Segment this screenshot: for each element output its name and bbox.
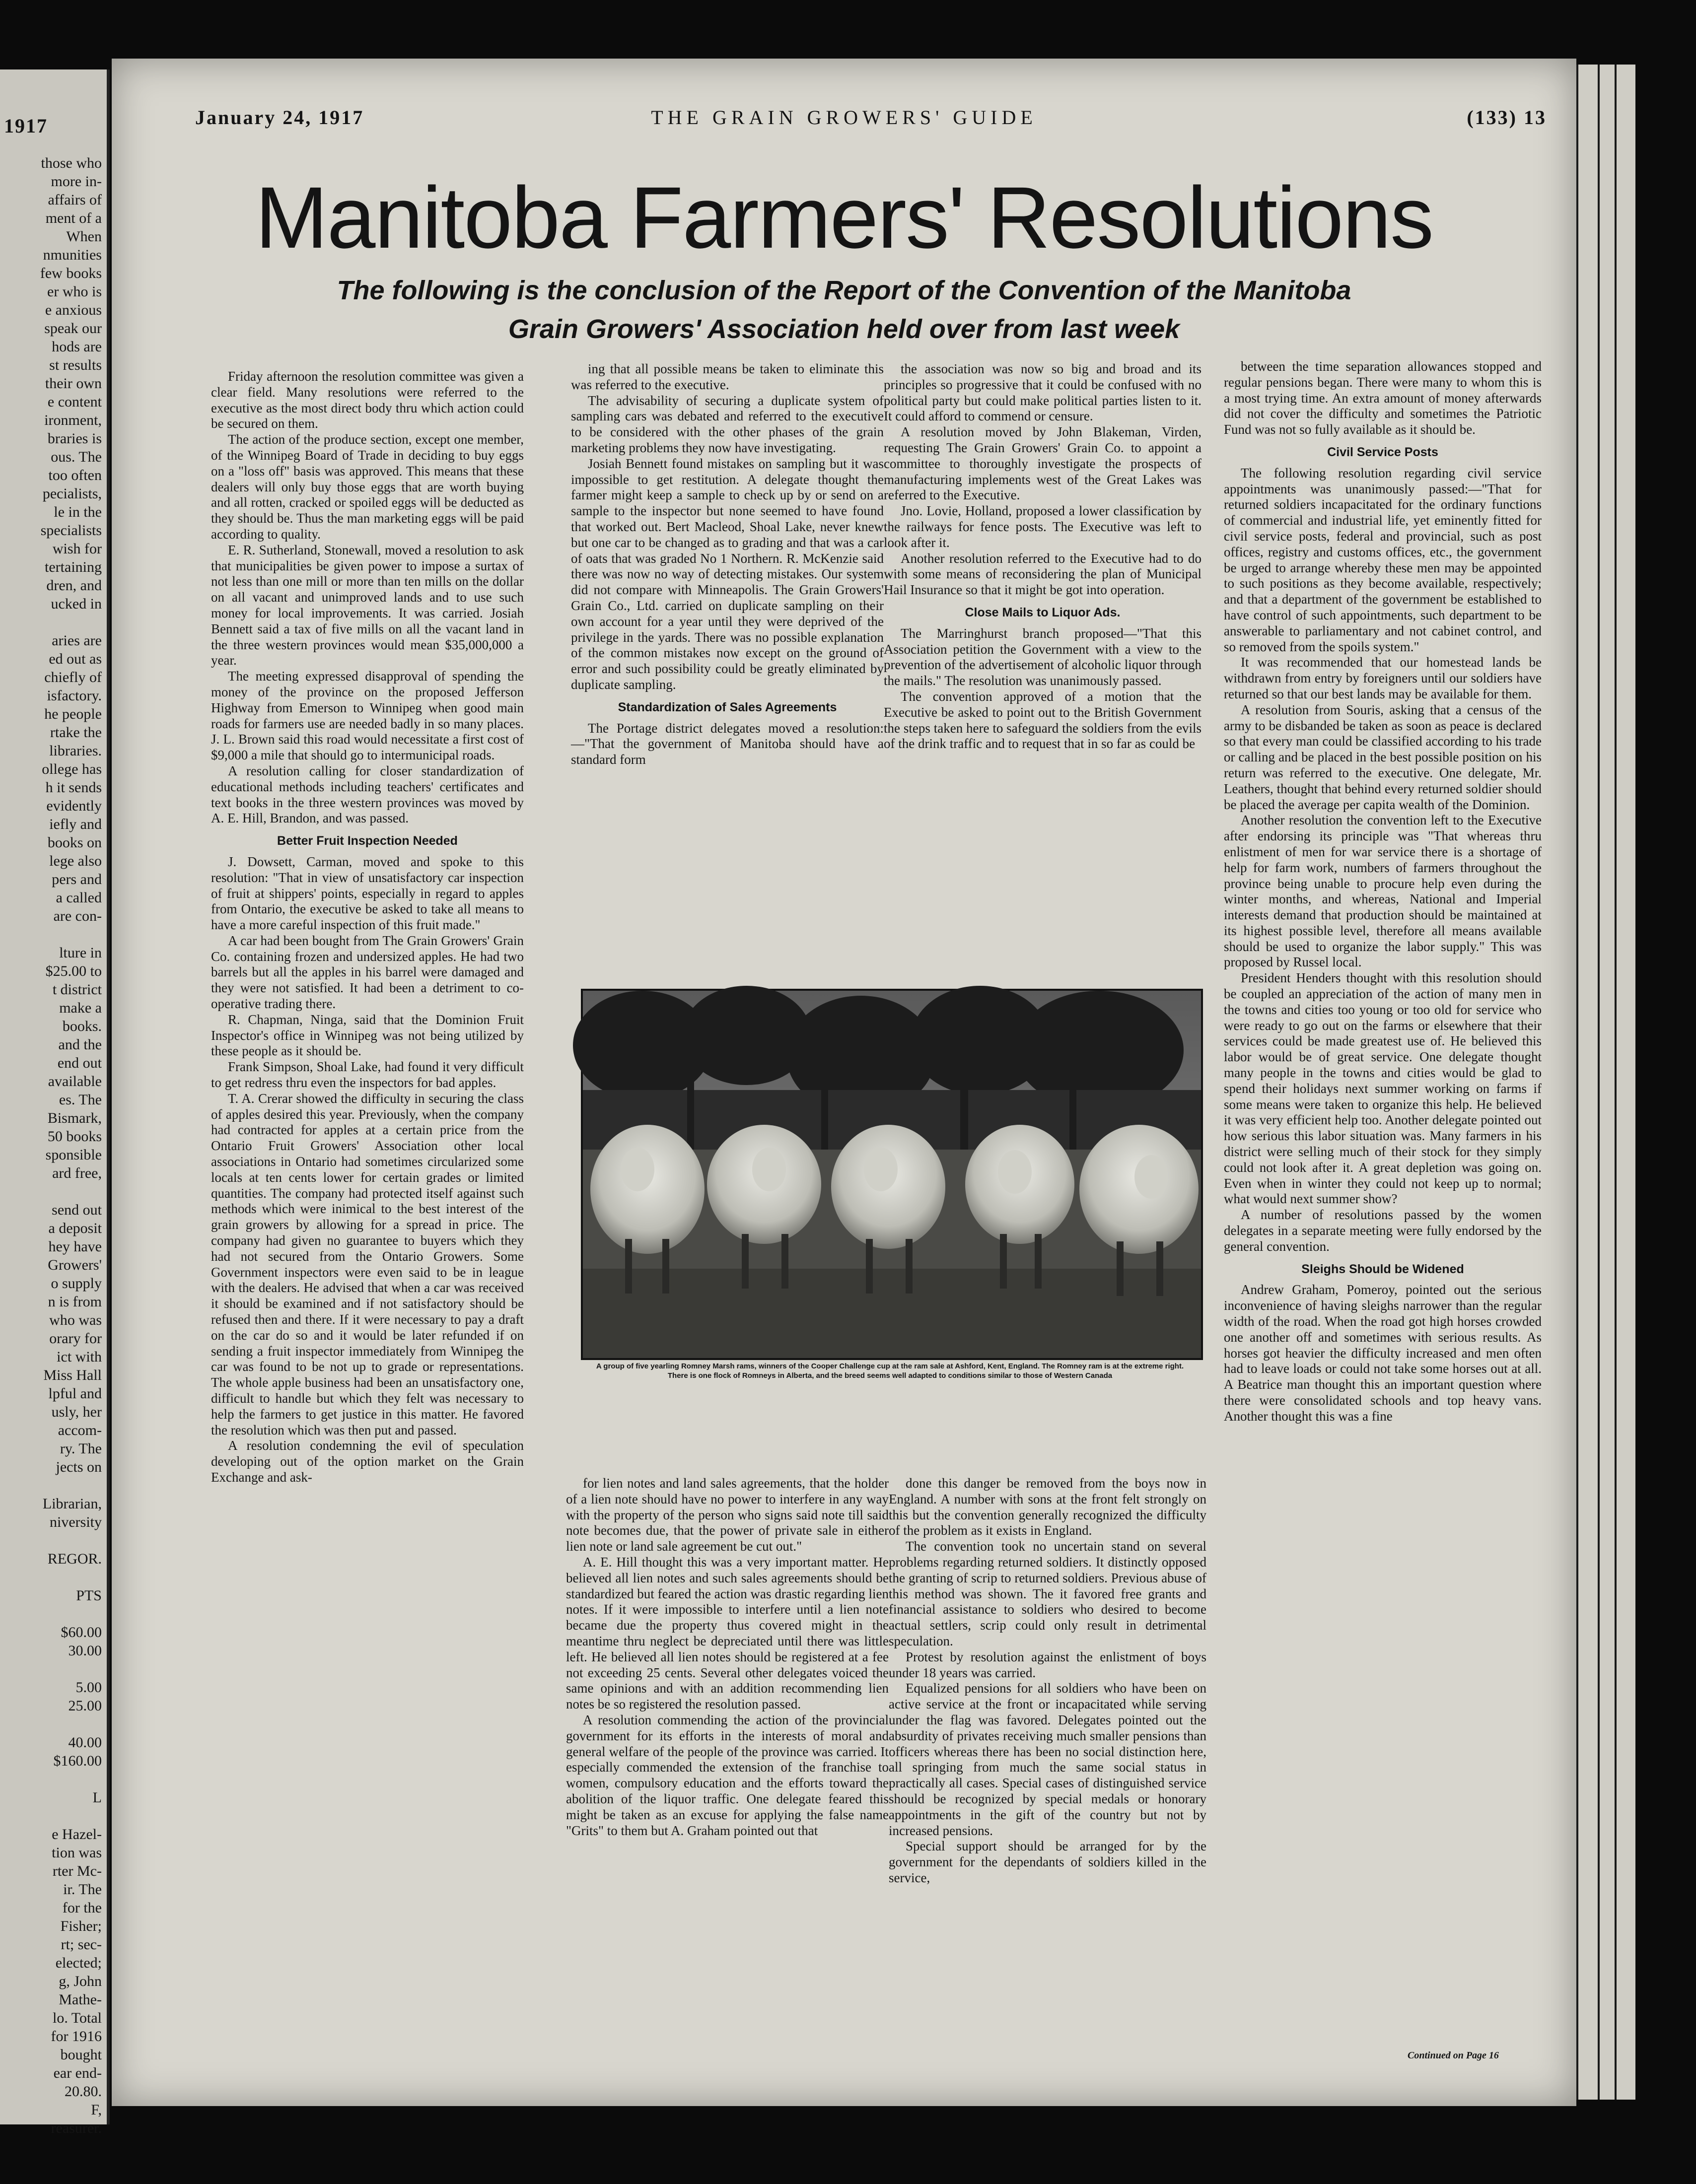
left-page-fragment-line: When [66, 228, 102, 245]
left-page-fragment-line: and the [58, 1036, 102, 1053]
left-page-fragment-line: are con- [53, 908, 102, 924]
paragraph: The convention approved of a motion that the Executive be asked to point out to the British Government the steps taken here to safeguard the soldiers from the evils of the drink traffic and to request that in so far as could be [884, 688, 1201, 751]
paragraph: J. Dowsett, Carman, moved and spoke to this resolution: "That in view of unsatisfactory car inspection of fruit at shippers' points, especially in regard to apples from Ontario, the executive be asked to take all means to have a more careful inspection of this fruit made." [211, 854, 524, 933]
heading-civil-service-posts: Civil Service Posts [1327, 445, 1438, 459]
sleighs-paragraphs [1224, 1282, 1542, 1424]
left-page-fragment-line: 25.00 [68, 1698, 102, 1714]
column-2-lower-paragraphs [566, 1476, 889, 1839]
paragraph: for lien notes and land sales agreements, that the holder of a lien note should have no power to interfere in any way with the property of the person who signs said note till said note becomes due, that the power of private sale in either lien note or land sale agreement be cut out." [566, 1476, 889, 1554]
paragraph: A resolution moved by John Blakeman, Virden, requesting The Grain Growers' Grain Co. to appoint a committee to thoroughly investigate the prospects of manufacturing implements west of the Great Lakes was referred to the Executive. [884, 424, 1201, 503]
left-page-fragment-line: ry. The [60, 1440, 102, 1457]
left-page-fragment-line: who was [49, 1312, 102, 1328]
left-page-fragment-line: niversity [50, 1514, 102, 1530]
left-page-fragment-line: es. The [59, 1092, 102, 1108]
left-page-fragment-line: dren, and [46, 577, 102, 594]
heading-standardization-sales: Standardization of Sales Agreements [618, 700, 837, 714]
left-page-fragment-line: ear end- [53, 2065, 102, 2081]
left-page-fragment-line: wish for [52, 541, 102, 557]
heading-sleighs-widened: Sleighs Should be Widened [1301, 1262, 1464, 1276]
left-page-fragment-line: affairs of [48, 192, 102, 208]
left-page-fragment-line: Librarian, [42, 1496, 102, 1512]
left-page-fragment-line: g, John [59, 1973, 102, 1989]
paragraph: Special support should be arranged for by the government for the dependants of soldiers killed in the service, [889, 1839, 1206, 1885]
left-page-fragment-line: ed out as [49, 651, 102, 667]
left-page-fragment-line: sponsible [45, 1147, 102, 1163]
left-page-fragment-line: Fisher; [60, 1918, 102, 1934]
paragraph: A resolution condemning the evil of speculation developing out of the option market on the Grain Exchange and ask- [211, 1438, 524, 1485]
left-page-fragment-line: t district [52, 981, 102, 998]
left-page-fragment-line: usly, her [51, 1404, 102, 1420]
paragraph: Equalized pensions for all soldiers who have been on active service at the front or incapacitated while serving under the flag was favored. Delegates pointed out the absurdity of privates receiving much smaller pensions than officers whereas there has been no social distinction here, all springing from much the same social status in practically all cases. Special cases of distinguished service should be recognized by special medals or honorary appointments in the gift of the country but not by increased pensions. [889, 1681, 1206, 1838]
paragraph: the association was now so big and broad and its principles so progressive that it could be confused with no political party but could make political parties listen to it. It could afford to commend or censure. [884, 361, 1201, 424]
paragraph: Andrew Graham, Pomeroy, pointed out the serious inconvenience of having sleighs narrower than the regular width of the road. When the road got high horses crowded one another off and sometimes with serious results. As horses got heavier the difficulty increased and men often had to leave loads or could not take some horses out at all. A Beatrice man thought this an important question where there were consolidated schools and top heavy vans. Another thought this was a fine [1224, 1282, 1542, 1424]
paragraph: between the time separation allowances stopped and regular pensions began. There were many to whom this is a most trying time. An extra amount of money afterwards did not cover the difficulty and sometimes the Patriotic Fund was not so fully available as it should be. [1224, 359, 1542, 437]
left-page-fragment-line: hey have [48, 1238, 102, 1255]
paragraph: T. A. Crerar showed the difficulty in securing the class of apples desired this year. Previously, when the company had contracted for apples at a certain price from the Ontario Fruit Growers' Association other local associations in Ontario had sometimes circularized some locals at ten cents lower for certain grades or limited quantities. The company had protected itself against such methods which were inimical to the best interest of the grain growers by allowing for a spread in price. The company had given no guarantee to buyers which they had not secured from the Ontario Growers. Some Government inspectors were even said to be in league with the dealers. He advised that when a car was received it should be examined and if not satisfactory should be refused then and there. If it were necessary to pay a draft on the car do so and it would be later refunded if on sending a fruit inspector immediately from Winnipeg the car was found to be not up to grade or representations. The whole apple business had been an unsatisfactory one, difficult to handle but which they felt was necessary to help the farmers to get justice in this matter. He favored the resolution which was then put and passed. [211, 1091, 524, 1437]
paragraph: A resolution from Souris, asking that a census of the army to be disbanded be taken as soon as peace is declared so that every man could be classified according to his trade or calling and be placed in the best possible position on his return was referred to the executive. One delegate, Mr. Leathers, thought that behind every returned soldier should be placed the average per capita wealth of the Dominion. [1224, 702, 1542, 812]
left-page-fragment-line: he people [44, 706, 102, 722]
paragraph: The advisability of securing a duplicate system of sampling cars was debated and referred to the executive to be considered with the other phases of the grain marketing problems they now have investigating. [571, 393, 884, 455]
column-2-paragraphs [571, 361, 884, 693]
left-page-fragment-line: 50 books [47, 1128, 102, 1145]
paragraph: The action of the produce section, except one member, of the Winnipeg Board of Trade in deciding to buy eggs on a "loss off" basis was approved. This means that these dealers will only buy those eggs that are worth buying and all rotten, cracked or spoiled eggs will be deducted as they should be. Thus the man marketing eggs will be paid according to quality. [211, 432, 524, 542]
left-page-fragment-line: too often [48, 467, 102, 483]
left-page-fragment-line: reasurer. [51, 2120, 102, 2136]
civil-service-paragraphs [1224, 466, 1542, 1255]
left-page-fragment-line: a called [56, 889, 102, 906]
subtitle-line-1: The following is the conclusion of the Report of the Convention of the Manitoba [337, 275, 1351, 305]
left-page-fragment-line: a deposit [48, 1220, 102, 1236]
left-page-fragment-line: rter Mc- [52, 1863, 102, 1879]
left-page-fragment-line: e anxious [45, 302, 102, 318]
left-page-fragment-line: o supply [51, 1275, 102, 1292]
left-page-fragment-line: orary for [49, 1330, 102, 1347]
left-page-fragment-line: available [48, 1073, 102, 1090]
left-page-fragment-line: nmunities [43, 247, 102, 263]
left-page-fragment-line: $160.00 [53, 1753, 102, 1769]
paragraph: Josiah Bennett found mistakes on sampling but it was impossible to get restitution. A delegate thought the farmer might keep a sample to check up by or send on a sample to the inspector but none seemed to have found that worked out. Bert Macleod, Shoal Lake, never knew but one car to be changed as to grading and that was a car of oats that was graded No 1 Northern. R. McKenzie said there was now no way of detecting mistakes. Our system did not compare with Minneapolis. The Grain Growers' Grain Co., Ltd. carried on duplicate sampling on their own account for a year until they were deprived of the privilege in the yards. There was no possible explanation of the common mistakes now except on the ground of error and such possibility could be greatly eliminated by duplicate sampling. [571, 456, 884, 692]
page-edge [1598, 65, 1615, 2100]
paragraph: Protest by resolution against the enlistment of boys under 18 years was carried. [889, 1649, 1206, 1680]
paragraph: Another resolution the convention left to the Executive after endorsing its principle was "That whereas thru enlistment of men for war service there is a shortage of help for farm work, numbers of farmers throughout the province being unable to procure help even during the winter months, and whereas, National and Imperial interests demand that production should be maintained at its highest possible level, therefore all means available should be used to organize the labor supply." This was proposed by Russel local. [1224, 813, 1542, 970]
left-page-fragment-line: 5.00 [75, 1679, 102, 1696]
left-page-fragment-line: Miss Hall [43, 1367, 102, 1383]
article-title: Manitoba Farmers' Resolutions [255, 169, 1433, 267]
column-1 [211, 369, 524, 2047]
left-page-fragment-line: REGOR. [47, 1551, 102, 1567]
left-page-fragment-line: h it sends [45, 779, 102, 796]
left-page-fragment-line: ir. The [63, 1881, 102, 1898]
left-page-fragment-line: Growers' [48, 1257, 102, 1273]
page-edge [1615, 65, 1635, 2100]
left-page-fragment-line: rt; sec- [61, 1936, 102, 1953]
page-edge [1576, 65, 1598, 2100]
paragraph: E. R. Sutherland, Stonewall, moved a resolution to ask that municipalities be given power to impose a surtax of not less than one mill or more than ten mills on the dollar on all vacant and unimproved lands and to use such money for local improvements. It was carried. Josiah Bennett said a tax of five mills on all the vacant land in the three western provinces would mean $35,000,000 a year. [211, 542, 524, 668]
left-page-fragment-line: 40.00 [68, 1734, 102, 1751]
left-page-fragment-line: rtake the [50, 724, 102, 741]
column-3-lower [889, 1476, 1206, 2056]
left-page-fragment-line: ucked in [51, 596, 102, 612]
paragraph: A resolution commending the action of the provincial government for its efforts in the interests of moral and general welfare of the people of the province was carried. It especially commended the extension of the franchise to women, compulsory education and the efforts toward the abolition of the liquor traffic. One delegate feared this might be taken as an excuse for applying the false name "Grits" to them but A. Graham pointed out that [566, 1712, 889, 1838]
heading-better-fruit-inspection: Better Fruit Inspection Needed [277, 834, 458, 848]
heading-close-mails-liquor: Close Mails to Liquor Ads. [965, 605, 1121, 619]
paragraph: R. Chapman, Ninga, said that the Dominion Fruit Inspector's office in Winnipeg was not being utilized by these people as it should be. [211, 1012, 524, 1059]
left-page-fragment-line: tertaining [45, 559, 102, 575]
column-2 [571, 361, 884, 1031]
column-2-lower [566, 1476, 889, 2056]
left-page-fragment-line: e Hazel- [52, 1826, 102, 1843]
left-page-fragment-line: hods are [52, 339, 102, 355]
page-number: (133) 13 [1467, 106, 1547, 129]
paragraph: Friday afternoon the resolution committee was given a clear field. Many resolutions were referred to the executive as the most direct body thru which action could be secured on them. [211, 369, 524, 431]
left-page-fragment-line: their own [45, 375, 102, 392]
paragraph: The Marringhurst branch proposed—"That this Association petition the Government with a view to the prevention of the advertisement of alcoholic liquor through the mails." The resolution was unanimously passed. [884, 625, 1201, 688]
left-page-fragment-line: ict with [57, 1349, 102, 1365]
left-page-fragment-line: ard free, [52, 1165, 102, 1181]
left-page-fragment-line: jects on [56, 1459, 102, 1475]
left-page-fragment-line: end out [57, 1055, 102, 1071]
sales-agreements-paragraphs [571, 721, 884, 768]
left-page-fragment-line: specialists [40, 522, 102, 539]
left-page-fragment-line: chiefly of [44, 669, 102, 685]
left-page-fragment-line: books on [47, 834, 102, 851]
continued-note: Continued on Page 16 [1408, 2050, 1499, 2061]
left-page-fragment-line: L [92, 1789, 102, 1806]
left-page-fragment-line: books. [62, 1018, 102, 1034]
column-3 [884, 361, 1201, 1036]
left-page-fragment-line: lo. Total [52, 2010, 102, 2026]
paragraph: It was recommended that our homestead lands be withdrawn from entry by foreigners until our soldiers have returned so that our best lands may be available for them. [1224, 655, 1542, 701]
sheep-photo-illustration [583, 991, 1201, 1358]
left-page-fragment-line: lture in [59, 945, 102, 961]
left-page-fragment-line: bought [60, 2047, 102, 2063]
left-page-fragment-line: pers and [52, 871, 102, 887]
photo-caption: A group of five yearling Romney Marsh rams, winners of the Cooper Challenge cup at the ram sale at Ashford, Kent, England. The Romney ram is at the extreme right. There is one flock of Romneys in Alberta, and the breed seems well adapted to conditions similar to those of Western Canada [596, 1362, 1184, 1380]
column-4 [1224, 359, 1542, 2056]
paragraph: The following resolution regarding civil service appointments was unanimously passed:—"That for returned soldiers incapacitated for the ordinary functions of commercial and industrial life, yet eminently fitted for civil service posts, federal and provincial, such as post offices, registry and customs offices, etc., the government be urged to arrange whereby these men may be appointed to such positions as they become available, respectively; and that a department of the government be established to have control of such appointments, such department to be answerable to parliamentary and not cabinet control, and so removed from the spoils system." [1224, 465, 1542, 654]
left-page-fragment-line: those who [41, 155, 102, 171]
paragraph: ing that all possible means be taken to eliminate this was referred to the executive. [571, 361, 884, 392]
left-page-fragment-line: pecialists, [42, 485, 102, 502]
paragraph: The Portage district delegates moved a resolution:—"That the government of Manitoba should have a standard form [571, 720, 884, 767]
paragraph: A resolution calling for closer standardization of educational methods including teachers' certificates and text books in the three western provinces was moved by A. E. Hill, Brandon, and was passed. [211, 763, 524, 826]
left-page-fragment-line: more in- [51, 173, 102, 190]
column-3-lower-paragraphs [889, 1476, 1206, 1886]
left-page-fragment-line: speak our [44, 320, 102, 337]
left-page-fragment-line: iefly and [49, 816, 102, 832]
left-page-fragment-line: PTS [76, 1587, 102, 1604]
paragraph: President Henders thought with this resolution should be coupled an appreciation of the action of many men in the towns and cities too young or too old for service who were ready to go out on the farms or elsewhere that their services could be made greatest use of. He believed this labor would be of great service. One delegate thought many people in the towns and cities would be glad to spend their holidays next summer working on farms if some means were taken to organize this help. He believed it was very efficient help too. Another delegate pointed out how serious this labor situation was. Many farmers in his district were selling much of their stock for they simply could not look after it. A great depletion was going on. Even when in winter they could not keep up to normal; what would next summer show? [1224, 970, 1542, 1207]
paragraph: done this danger be removed from the boys now in England. A number with sons at the front felt strongly on this but the convention generally recognized the difficulty of the problem as it exists in England. [889, 1476, 1206, 1538]
column-1-paragraphs [211, 369, 524, 826]
paragraph: Another resolution referred to the Executive had to do with some means of reconsidering the plan of Municipal Hail Insurance so that it might be got into operation. [884, 550, 1201, 598]
left-page-fragment-line: Mathe- [59, 1991, 102, 2008]
left-page-fragment-line: few books [40, 265, 102, 281]
left-page-fragment-line: braries is [47, 430, 102, 447]
publication-name: THE GRAIN GROWERS' GUIDE [651, 106, 1037, 129]
left-page-fragment-line: st results [49, 357, 102, 373]
paragraph: Jno. Lovie, Holland, proposed a lower classification by the railways for fence posts. The Executive was left to look after it. [884, 503, 1201, 550]
left-page-fragment-line: for the [62, 1900, 102, 1916]
article-subtitle [201, 271, 1487, 348]
left-page-fragment-line: libraries. [49, 743, 102, 759]
paragraph: A car had been bought from The Grain Growers' Grain Co. containing frozen and undersized apples. He had two barrels but all the apples in his barrel were damaged and they were not satisfied. It had been a detriment to co-operative trading there. [211, 933, 524, 1012]
sheep-photo [581, 989, 1203, 1360]
column-4-paragraphs [1224, 359, 1542, 438]
left-page-fragment-line: ment of a [45, 210, 102, 226]
left-page-fragment-line: lege also [49, 853, 102, 869]
left-page-fragment-line: make a [59, 1000, 102, 1016]
paragraph: The meeting expressed disapproval of spending the money of the province on the proposed Jefferson Highway from Emerson to Winnipeg when good main roads for farmers use are needed badly in so many places. J. L. Brown said this road would necessitate a first cost of $9,000 a mile that should go to intermunicipal roads. [211, 669, 524, 763]
paragraph: The convention took no uncertain stand on several problems regarding returned soldiers. It distinctly opposed the granting of scrip to returned soldiers. Previous abuse of this method was shown. The it favored free grants and financial assistance to soldiers who desired to become actual settlers, scrip could only result in detrimental speculation. [889, 1539, 1206, 1648]
column-3-paragraphs [884, 361, 1201, 598]
page-header [112, 106, 1576, 136]
left-page-fragment-line: isfactory. [47, 687, 102, 704]
paragraph: Frank Simpson, Shoal Lake, had found it very difficult to get redress thru even the inspectors for bad apples. [211, 1059, 524, 1091]
left-page-fragment-line: $60.00 [61, 1624, 102, 1640]
left-page-fragment-line: ollege has [42, 761, 102, 777]
newspaper-page [112, 59, 1576, 2106]
left-page-fragment-line: evidently [46, 798, 102, 814]
left-page-fragment-line: ous. The [51, 449, 102, 465]
left-page-fragment-line: tion was [52, 1844, 102, 1861]
left-page-fragment-line: ironment, [44, 412, 102, 428]
issue-date: January 24, 1917 [195, 106, 364, 129]
left-page-fragment-line: accom- [58, 1422, 102, 1438]
left-page-fragment-line: elected; [55, 1955, 102, 1971]
left-page-fragment [0, 69, 110, 2136]
left-page-fragment-line: $25.00 to [45, 963, 102, 979]
left-page-fragment-line: le in the [54, 504, 102, 520]
paragraph: A number of resolutions passed by the women delegates in a separate meeting were fully endorsed by the general convention. [1224, 1207, 1542, 1254]
left-page-fragment-line: lpful and [48, 1385, 102, 1402]
left-page-fragment-line: for 1916 [51, 2028, 102, 2045]
left-page-fragment-line: 20.80. [65, 2083, 102, 2100]
left-page-fragment-line: Bismark, [47, 1110, 102, 1126]
paragraph: A. E. Hill thought this was a very important matter. He believed all lien notes and such sales agreements should be standardized but feared the action was drastic regarding lien notes. If it were impossible to interfere until a lien note became due the property thus covered might in the meantime thru neglect be depreciated until there was little left. He believed all lien notes should be registered at a fee not exceeding 25 cents. Several other delegates voiced the same opinions and with an addition recommending lien notes be so registered the resolution passed. [566, 1554, 889, 1712]
liquor-ads-paragraphs [884, 626, 1201, 752]
left-page-fragment-line: 30.00 [68, 1642, 102, 1659]
left-page-fragment-line: n is from [48, 1294, 102, 1310]
left-page-fragment-line: er who is [47, 283, 102, 300]
subtitle-line-2: Grain Growers' Association held over from last week [508, 314, 1180, 344]
left-page-fragment-line: send out [52, 1202, 102, 1218]
left-page-fragment-line: e content [47, 394, 102, 410]
fruit-inspection-paragraphs [211, 854, 524, 1486]
left-page-fragment-line: aries are [52, 632, 102, 649]
left-page-header: 1917 [4, 115, 48, 137]
left-page-fragment-line: F, [91, 2102, 102, 2118]
